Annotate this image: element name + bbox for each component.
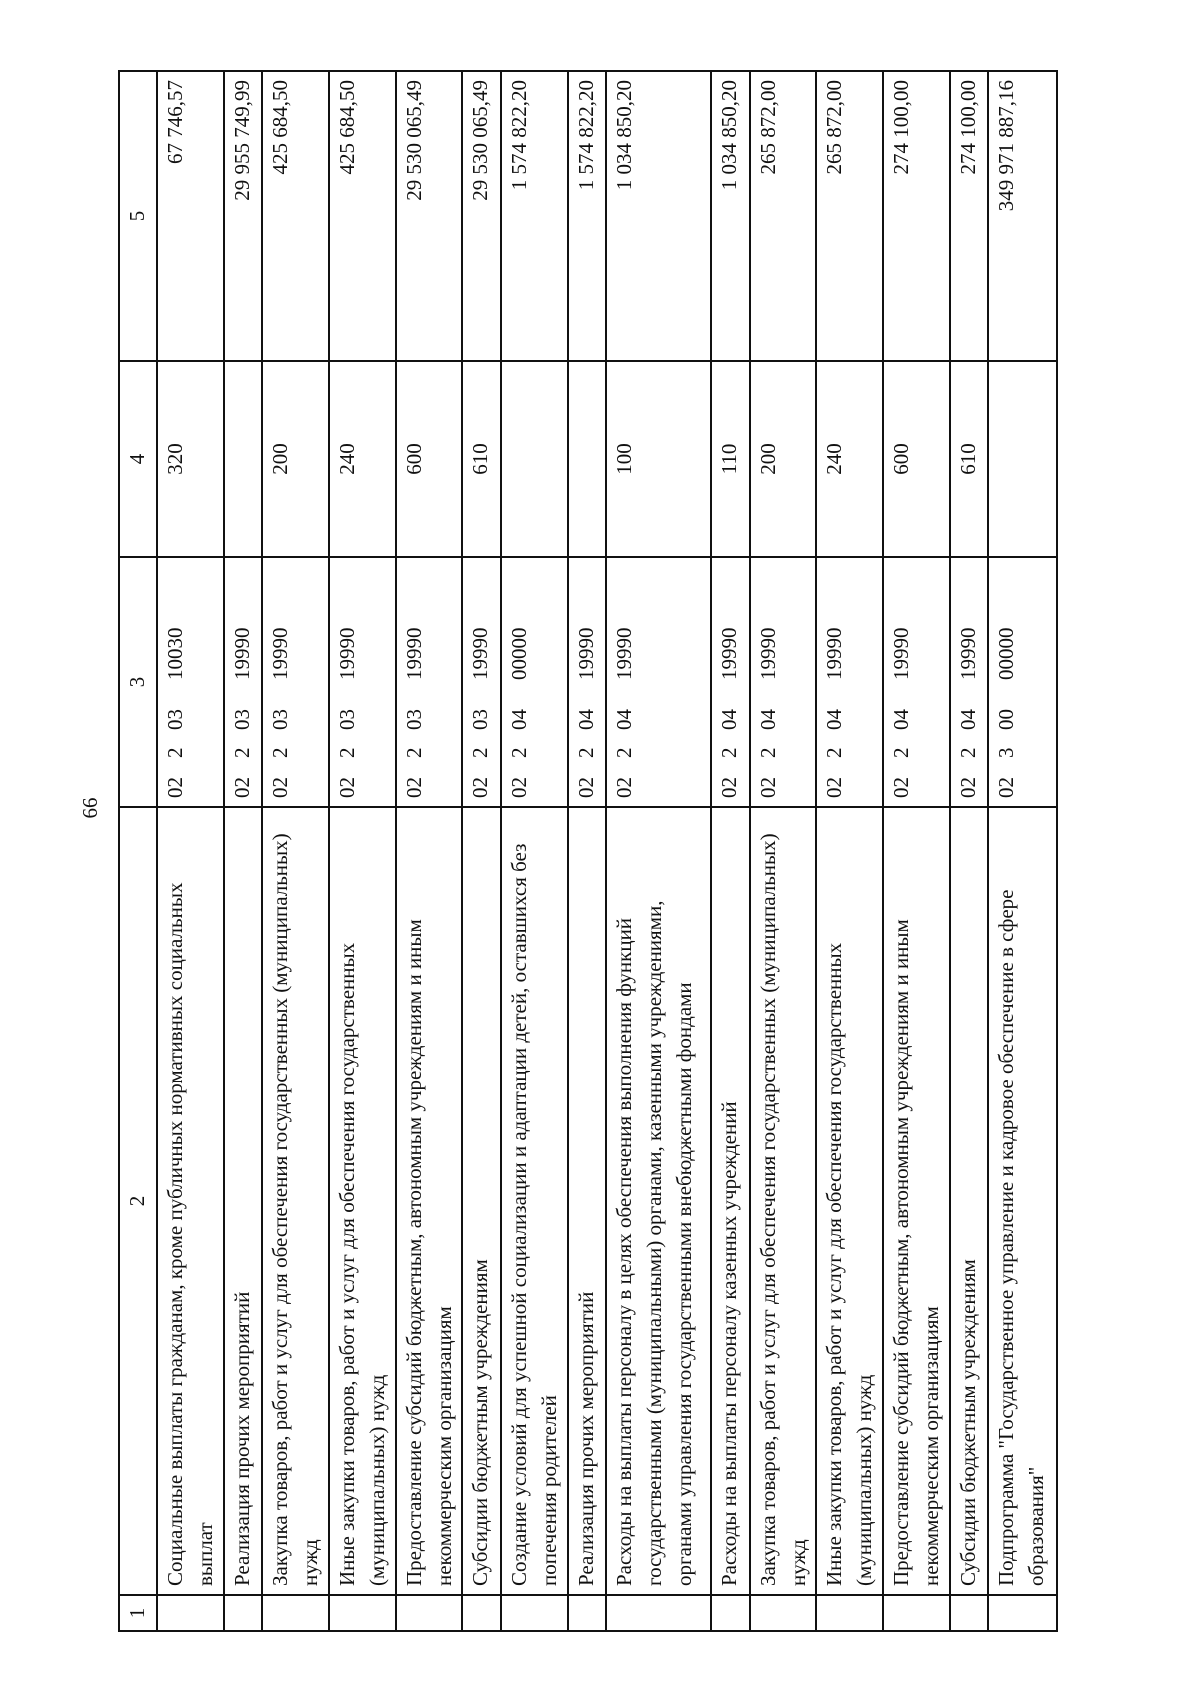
rotated-page	[118, 72, 1058, 1632]
code-part: 02	[717, 777, 742, 798]
code-part: 2	[401, 747, 426, 758]
table-row	[816, 71, 883, 1631]
row-name-cell: Закупка товаров, работ и услуг для обеспечения государственных (муниципальных) нужд	[750, 807, 817, 1595]
table-row	[750, 71, 817, 1631]
row-code-cell	[224, 557, 262, 807]
row-name-cell: Расходы на выплаты персоналу казенных учреждений	[711, 807, 749, 1595]
code-parts	[265, 566, 295, 798]
row-code-cell	[606, 557, 711, 807]
row-code-cell	[329, 557, 396, 807]
row-amount-cell: 274 100,00	[950, 71, 988, 361]
code-part: 19990	[755, 627, 780, 680]
code-part: 04	[955, 709, 980, 730]
row-type-cell: 610	[950, 361, 988, 557]
row-amount-cell: 67 746,57	[157, 71, 224, 361]
code-part: 19990	[955, 627, 980, 680]
row-amount-cell: 425 684,50	[262, 71, 329, 361]
budget-table	[118, 70, 1058, 1632]
row-code-cell	[462, 557, 500, 807]
row-name-cell: Социальные выплаты гражданам, кроме публичных нормативных социальных выплат	[157, 807, 224, 1595]
code-part: 04	[717, 709, 742, 730]
code-part: 04	[611, 709, 636, 730]
code-part: 10030	[163, 627, 187, 680]
row-amount-cell: 1 574 822,20	[501, 71, 568, 361]
code-part: 2	[717, 747, 742, 758]
row-index-cell	[157, 1595, 224, 1631]
row-type-cell: 610	[462, 361, 500, 557]
table-row	[883, 71, 950, 1631]
code-part: 03	[268, 709, 293, 730]
row-type-cell: 240	[816, 361, 883, 557]
row-name-cell: Создание условий для успешной социализации и адаптации детей, оставшихся без попечения родителей	[501, 807, 568, 1595]
code-parts	[160, 566, 190, 798]
row-code-cell	[262, 557, 329, 807]
code-parts	[227, 566, 257, 798]
row-name-cell: Подпрограмма "Государственное управление и кадровое обеспечение в сфере образования"	[988, 807, 1057, 1595]
code-part: 02	[334, 777, 359, 798]
code-part: 03	[163, 709, 187, 730]
code-parts	[504, 566, 534, 798]
code-part: 2	[755, 747, 780, 758]
code-part: 2	[468, 747, 493, 758]
code-part: 19990	[611, 627, 636, 680]
code-part: 19990	[229, 627, 254, 680]
row-index-cell	[711, 1595, 749, 1631]
code-part: 2	[268, 747, 293, 758]
code-parts	[609, 566, 639, 798]
row-type-cell: 240	[329, 361, 396, 557]
table-row	[988, 71, 1057, 1631]
row-index-cell	[262, 1595, 329, 1631]
code-part: 04	[506, 709, 531, 730]
code-part: 00000	[994, 627, 1019, 680]
code-part: 19990	[717, 627, 742, 680]
table-row	[950, 71, 988, 1631]
row-code-cell	[950, 557, 988, 807]
row-code-cell	[711, 557, 749, 807]
code-parts	[465, 566, 495, 798]
table-row	[462, 71, 500, 1631]
row-index-cell	[988, 1595, 1057, 1631]
row-amount-cell: 29 530 065,49	[462, 71, 500, 361]
code-part: 2	[822, 747, 847, 758]
code-part: 2	[611, 747, 636, 758]
header-col-4: 4	[119, 361, 157, 557]
row-name-cell: Предоставление субсидий бюджетным, автономным учреждениям и иным некоммерческим организациям	[396, 807, 463, 1595]
row-index-cell	[606, 1595, 711, 1631]
code-part: 02	[955, 777, 980, 798]
row-amount-cell: 1 034 850,20	[606, 71, 711, 361]
row-name-cell: Реализация прочих мероприятий	[224, 807, 262, 1595]
row-code-cell	[157, 557, 224, 807]
row-code-cell	[816, 557, 883, 807]
row-name-cell: Субсидии бюджетным учреждениям	[462, 807, 500, 1595]
code-part: 19990	[468, 627, 493, 680]
row-amount-cell: 265 872,00	[750, 71, 817, 361]
table-row	[262, 71, 329, 1631]
code-part: 03	[334, 709, 359, 730]
header-col-3: 3	[119, 557, 157, 807]
row-amount-cell: 425 684,50	[329, 71, 396, 361]
row-code-cell	[568, 557, 606, 807]
code-part: 04	[888, 709, 913, 730]
code-part: 2	[888, 747, 913, 758]
table-row	[501, 71, 568, 1631]
code-part: 19990	[573, 627, 598, 680]
row-name-cell: Расходы на выплаты персоналу в целях обеспечения выполнения функций государственными (муниципальными) органами, казенными учреждениями, органами управления государственными внебюджетными фондами	[606, 807, 711, 1595]
code-parts	[886, 566, 916, 798]
row-amount-cell: 349 971 887,16	[988, 71, 1057, 361]
code-part: 04	[573, 709, 598, 730]
row-type-cell: 200	[262, 361, 329, 557]
code-parts	[399, 566, 429, 798]
table-row	[711, 71, 749, 1631]
code-part: 02	[163, 777, 187, 798]
code-part: 02	[994, 777, 1019, 798]
code-part: 03	[468, 709, 493, 730]
row-index-cell	[883, 1595, 950, 1631]
code-part: 03	[229, 709, 254, 730]
row-type-cell: 320	[157, 361, 224, 557]
row-code-cell	[988, 557, 1057, 807]
row-amount-cell: 1 574 822,20	[568, 71, 606, 361]
code-part: 2	[229, 747, 254, 758]
code-parts	[953, 566, 983, 798]
code-parts	[714, 566, 744, 798]
code-part: 03	[401, 709, 426, 730]
code-parts	[991, 566, 1021, 798]
row-type-cell: 600	[396, 361, 463, 557]
table-row	[396, 71, 463, 1631]
row-type-cell: 100	[606, 361, 711, 557]
code-part: 02	[755, 777, 780, 798]
row-index-cell	[750, 1595, 817, 1631]
code-part: 02	[468, 777, 493, 798]
row-name-cell: Иные закупки товаров, работ и услуг для обеспечения государственных (муниципальных) нужд	[329, 807, 396, 1595]
code-part: 2	[955, 747, 980, 758]
code-part: 04	[755, 709, 780, 730]
code-part: 02	[268, 777, 293, 798]
code-part: 02	[822, 777, 847, 798]
row-index-cell	[224, 1595, 262, 1631]
code-part: 19990	[401, 627, 426, 680]
code-part: 02	[611, 777, 636, 798]
row-amount-cell: 274 100,00	[883, 71, 950, 361]
code-part: 19990	[334, 627, 359, 680]
row-index-cell	[462, 1595, 500, 1631]
row-type-cell: 200	[750, 361, 817, 557]
row-name-cell: Субсидии бюджетным учреждениям	[950, 807, 988, 1595]
row-name-cell: Закупка товаров, работ и услуг для обеспечения государственных (муниципальных) нужд	[262, 807, 329, 1595]
row-name-cell: Реализация прочих мероприятий	[568, 807, 606, 1595]
code-parts	[753, 566, 783, 798]
header-row	[119, 71, 157, 1631]
header-col-1: 1	[119, 1595, 157, 1631]
row-amount-cell: 29 530 065,49	[396, 71, 463, 361]
row-index-cell	[568, 1595, 606, 1631]
row-name-cell: Предоставление субсидий бюджетным, автономным учреждениям и иным некоммерческим организациям	[883, 807, 950, 1595]
table-body	[157, 71, 1057, 1631]
code-part: 19990	[268, 627, 293, 680]
row-type-cell	[568, 361, 606, 557]
row-index-cell	[329, 1595, 396, 1631]
row-amount-cell: 29 955 749,99	[224, 71, 262, 361]
table-row	[329, 71, 396, 1631]
row-index-cell	[396, 1595, 463, 1631]
code-part: 00000	[506, 627, 531, 680]
code-part: 2	[506, 747, 531, 758]
row-code-cell	[750, 557, 817, 807]
page-number: 66	[78, 797, 102, 819]
table-row	[606, 71, 711, 1631]
table-row	[224, 71, 262, 1631]
code-part: 02	[573, 777, 598, 798]
code-part: 02	[506, 777, 531, 798]
code-part: 3	[994, 747, 1019, 758]
row-type-cell: 600	[883, 361, 950, 557]
code-part: 19990	[822, 627, 847, 680]
code-part: 2	[334, 747, 359, 758]
row-code-cell	[501, 557, 568, 807]
code-part: 19990	[888, 627, 913, 680]
row-type-cell	[501, 361, 568, 557]
row-type-cell	[224, 361, 262, 557]
code-parts	[571, 566, 601, 798]
code-part: 2	[163, 747, 187, 758]
code-part: 2	[573, 747, 598, 758]
code-part: 00	[994, 709, 1019, 730]
table-row	[568, 71, 606, 1631]
row-amount-cell: 1 034 850,20	[711, 71, 749, 361]
code-part: 02	[401, 777, 426, 798]
row-code-cell	[396, 557, 463, 807]
row-code-cell	[883, 557, 950, 807]
table-row	[157, 71, 224, 1631]
code-part: 04	[822, 709, 847, 730]
code-part: 02	[229, 777, 254, 798]
row-name-cell: Иные закупки товаров, работ и услуг для обеспечения государственных (муниципальных) нужд	[816, 807, 883, 1595]
code-parts	[332, 566, 362, 798]
row-index-cell	[950, 1595, 988, 1631]
header-col-2: 2	[119, 807, 157, 1595]
row-type-cell: 110	[711, 361, 749, 557]
row-index-cell	[501, 1595, 568, 1631]
row-amount-cell: 265 872,00	[816, 71, 883, 361]
code-parts	[819, 566, 849, 798]
code-part: 02	[888, 777, 913, 798]
row-index-cell	[816, 1595, 883, 1631]
row-type-cell	[988, 361, 1057, 557]
header-col-5: 5	[119, 71, 157, 361]
